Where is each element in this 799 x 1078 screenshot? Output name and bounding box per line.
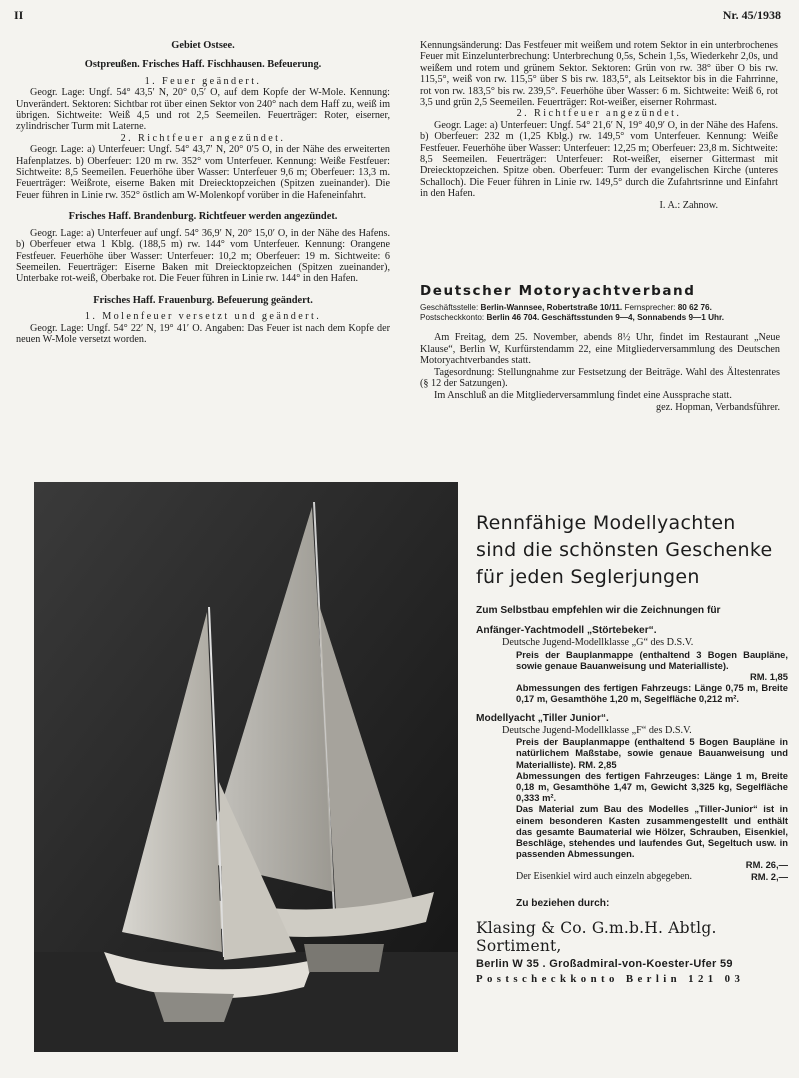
- order-from-label: Zu beziehen durch:: [516, 897, 610, 909]
- ad-headline-3: für jeden Seglerjungen: [476, 566, 700, 588]
- discussion-note: [420, 389, 780, 413]
- sailboat-illustration: [34, 482, 458, 1052]
- model-1-price: [516, 649, 788, 683]
- keel-note: [516, 871, 788, 882]
- postscheck-account: Postscheckkonto Berlin 121 03: [476, 972, 745, 985]
- postscheck-label: Postscheckkonto:: [420, 313, 485, 322]
- notice-signature: I. A.: Zahnow.: [659, 199, 718, 211]
- keel-rm: RM. 2,—: [751, 870, 788, 882]
- motoryachtverband-notice: [420, 283, 780, 413]
- notice-item: 2. Richtfeuer angezündet.: [516, 108, 682, 120]
- office-label: Geschäftsstelle:: [420, 303, 479, 312]
- model-2-kit: [516, 803, 788, 870]
- hours-value: 9—4, Sonnabends 9—1 Uhr.: [615, 313, 724, 322]
- notice-text: Kennungsänderung: Das Festfeuer mit weißem und rotem Sektor in ein unterbrochenes Feuer mit Einzelunterbrechung: Unterbrechung 0,5s, Schein 1,5s, Wiederkehr 2,0s, und weißem und rotem und grünem Sektor. Sektoren: Grün von rw. 38° über O bis rw. 115,5°, weiß von rw. 115,5° über S bis rw. 183,5°, als Leitsektor bis in die Fahrrinne, rot von rw. 183,5° bis rw. 239,5°. Feuerhöhe über Wasser: 6 m. Sichtweite: Weiß 6, rot 3,5 und grün 2,5 Seemeilen. Feuerträger: Rot-weißer, eiserner Rohrmast.: [420, 40, 778, 109]
- model-2-kit-rm: RM. 26,—: [745, 859, 788, 871]
- model-2-name: Modellyacht „Tiller Junior“.: [476, 712, 609, 724]
- meeting-announcement: Am Freitag, dem 25. November, abends 8½ Uhr, findet im Restaurant „Neue Klause“, Berlin W, Kurfürstendamm 22, eine Mitgliederversammlung des Deutschen Motoryachtverbandes statt.: [420, 332, 780, 367]
- discussion-text: Im Anschluß an die Mitgliederversammlung findet eine Aussprache statt.: [434, 389, 732, 401]
- issue-number: Nr. 45/1938: [722, 8, 781, 22]
- model-1-name: Anfänger-Yachtmodell „Störtebeker“.: [476, 625, 657, 636]
- stand-front: [154, 992, 234, 1022]
- agenda: Tagesordnung: Stellungnahme zur Festsetzung der Beiträge. Wahl des Ältestenrates (§ 12 der Satzungen).: [420, 366, 780, 390]
- notice-text: Geogr. Lage: Ungf. 54° 22′ N, 19° 41′ O. Angaben: Das Feuer ist nach dem Kopfe der neuen W-Mole versetzt worden.: [16, 322, 390, 345]
- ad-headline-1: Rennfähige Modellyachten: [476, 512, 736, 534]
- phone-label: Fernsprecher:: [624, 303, 676, 312]
- notice-item: 2. Richtfeuer angezündet.: [120, 132, 286, 144]
- verband-signature: gez. Hopman, Verbandsführer.: [655, 401, 780, 413]
- model-1-class: Deutsche Jugend-Modellklasse „G“ des D.S.V.: [502, 637, 694, 648]
- notice-text: Geogr. Lage: Ungf. 54° 43,5′ N, 20° 0,5′ O, auf dem Kopfe der W-Mole. Kennung: Unverändert. Sektoren: Sichtbar rot über einen Sektor von 240° nach dem Haff zu, weiß im übrigen. Sichtweite: Weiß 4,5 und rot 2,5 Seemeilen. Feuerträger: Roter, eiserner, zylindrischer Turm mit Laterne.: [16, 87, 390, 133]
- ad-intro: Zum Selbstbau empfehlen wir die Zeichnungen für: [476, 605, 721, 616]
- section-heading: Gebiet Ostsee.: [171, 40, 235, 51]
- keel-text: Der Eisenkiel wird auch einzeln abgegeben.: [516, 870, 693, 882]
- verband-contact: [420, 303, 780, 323]
- model-2-price: Preis der Bauplanmappe (enthaltend 5 Bogen Baupläne in natürlichem Maßstabe, sowie genaue Bauanweisung und Materialliste). RM. 2,85: [516, 736, 788, 770]
- ad-headline-2: sind die schönsten Geschenke: [476, 539, 773, 561]
- model-sailboats-photo: [34, 482, 458, 1052]
- notice-item: 1. Molenfeuer versetzt und geändert.: [84, 311, 322, 323]
- postscheck-value: Berlin 46 704.: [486, 313, 540, 322]
- notice-text: Geogr. Lage: a) Unterfeuer auf ungf. 54° 36,9′ N, 20° 15,0′ O, in der Nähe des Hafens. b) Oberfeuer etwa 1 Kblg. (188,5 m) rw. 144° vom Unterfeuer. Kennung: Orangene Festfeuer. Feuerhöhe über Wasser: Unterfeuer: 10,2 m; Oberfeuer: 19 m. Sichtweite: 6 Seemeilen. Feuerträger: Eiserne Baken mit Dreiecktopzeichen (Spitzen zueinander), Unterbake rot-weiß, Oberbake rot. Die Feuer führen in Linie rw. 144° in den Hafen.: [16, 227, 390, 285]
- stand-rear: [304, 944, 384, 972]
- model-2-dims: Abmessungen des fertigen Fahrzeuges: Länge 1 m, Breite 0,18 m, Gesamthöhe 1,47 m, Gewicht 3,325 kg, Segelfläche 0,333 m².: [516, 769, 788, 804]
- publisher-address: Berlin W 35 . Großadmiral-von-Koester-Ufer 59: [476, 957, 733, 970]
- hours-label: Geschäftsstunden: [541, 313, 613, 322]
- model-yacht-advertisement: [476, 510, 788, 985]
- office-value: Berlin-Wannsee, Robertstraße 10/11.: [480, 303, 623, 312]
- notice-heading-frauenburg: Frisches Haff. Frauenburg. Befeuerung geändert.: [93, 294, 313, 306]
- notice-heading-fischhausen: Ostpreußen. Frisches Haff. Fischhausen. Befeuerung.: [84, 59, 322, 71]
- model-1-dims: Abmessungen des fertigen Fahrzeugs: Länge 0,75 m, Breite 0,17 m, Gesamthöhe 1,20 m, Segelfläche 0,212 m².: [516, 682, 788, 705]
- notice-item: 1. Feuer geändert.: [144, 75, 262, 87]
- notices-column-right: [420, 40, 778, 211]
- model-2-kit-text: Das Material zum Bau des Modelles „Tiller-Junior“ ist in einem besonderen Kasten zusammengestellt und enthält das gesamte Baumaterial wie Hölzer, Schrauben, Eisenkiel, Beschläge, stehendes und laufendes Gut, Segeltuch usw. in passenden Abmessungen.: [516, 803, 788, 860]
- notice-text: Geogr. Lage: a) Unterfeuer: Ungf. 54° 43,7′ N, 20° 0′5 O, in der Nähe des erweiterten Hafenplatzes. b) Oberfeuer: 120 m rw. 352° vom Unterfeuer. Kennung: Weiße Festfeuer: Sichtweite: 8,5 Seemeilen. Feuerhöhe über Wasser: Unterfeuer 9,6 m; Oberfeuer: 13,3 m. Feuerträger: Weißrote, eiserne Baken mit Dreiecktopzeichen (Spitzen zueinander). Die Feuer führen in Linie rw. 352° östlich am W-Molenkopf vorüber in die Hafeneinfahrt.: [16, 144, 390, 201]
- notice-heading-brandenburg: Frisches Haff. Brandenburg. Richtfeuer werden angezündet.: [68, 211, 338, 223]
- model-1-price-text: Preis der Bauplanmappe (enthaltend 3 Bogen Baupläne, sowie genaue Bauanweisung und Materialliste).: [516, 648, 788, 671]
- model-1-price-rm: RM. 1,85: [749, 671, 788, 682]
- verband-name: Deutscher Motoryachtverband: [420, 283, 696, 299]
- page-number: II: [14, 8, 24, 22]
- model-2-class: Deutsche Jugend-Modellklasse „F“ des D.S.V.: [502, 724, 692, 736]
- phone-value: 80 62 76.: [677, 303, 712, 312]
- notice-text: Geogr. Lage: a) Unterfeuer: Ungf. 54° 21,6′ N, 19° 40,9′ O, in der Nähe des Hafens. b) Oberfeuer: 232 m (1,25 Kblg.) rw. 149,5° vom Unterfeuer. Kennung: Weiße Festfeuer. Feuerhöhe über Wasser: Unterfeuer: 12,25 m; Oberfeuer: 23,8 m. Sichtweite: 8,5 Seemeilen. Feuerträger: Unterfeuer: Rot-weißer, eiserner Gittermast mit Dreiecktopzeichen. Spitze oben. Oberfeuer: Turm der evangelischen Kirche (unteres Schalloch). Die Feuer führen in Linie rw. 149,5° durch die Zufahrtsrinne und Einfahrt in den Hafen.: [420, 119, 778, 200]
- publisher-name: Klasing & Co. G.m.b.H. Abtlg. Sortiment,: [476, 918, 717, 955]
- notices-column-left: [16, 40, 390, 345]
